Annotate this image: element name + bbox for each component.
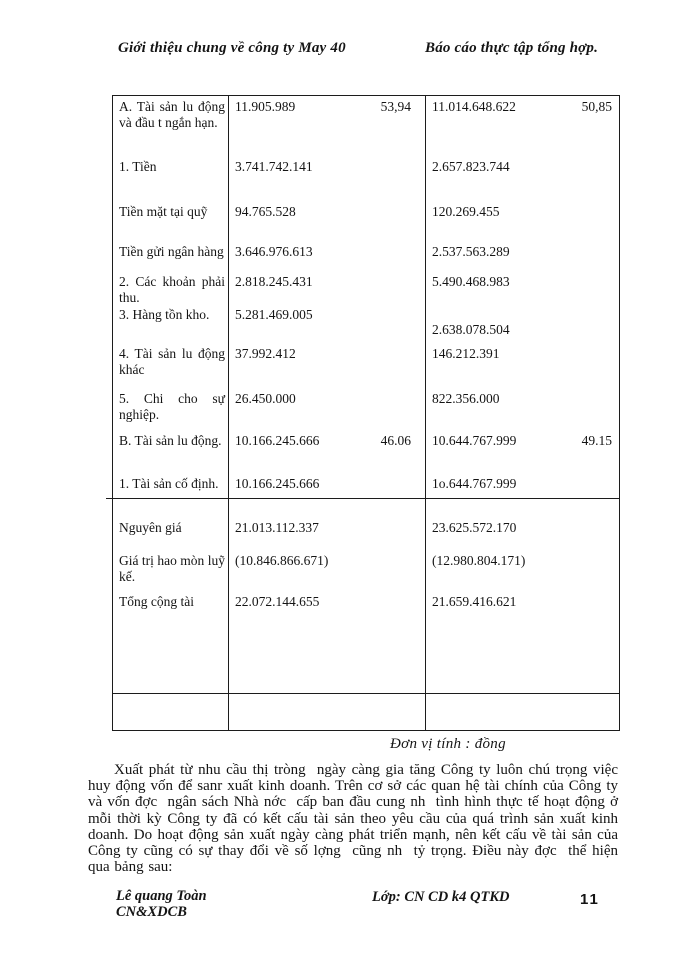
percent-col2: 50,85 — [581, 99, 612, 114]
table-row-divider — [112, 693, 619, 694]
table-row-divider — [106, 498, 619, 499]
header-right-title: Báo cáo thực tập tổng hợp. — [425, 40, 599, 56]
row-label: B. Tài sản lu động. — [119, 433, 222, 448]
header-left-title: Giới thiệu chung về công ty May 40 — [118, 40, 346, 56]
footer-author-dept: CN&XDCB — [116, 903, 187, 920]
value-col1: 21.013.112.337 — [235, 520, 319, 535]
value-col1: 5.281.469.005 — [235, 307, 313, 322]
row-label: Tiền gửi ngân hàng — [119, 244, 224, 259]
value-col2: 10.644.767.999 — [432, 433, 517, 448]
footer-author-name: Lê quang Toàn — [116, 888, 207, 904]
row-label: 4. Tài sản lu động khác — [119, 346, 225, 377]
row-label: 5. Chi cho sự nghiệp. — [119, 391, 225, 422]
row-label: Nguyên giá — [119, 520, 182, 535]
row-label: Tiền mặt tại quỹ — [119, 204, 208, 219]
value-col2: 23.625.572.170 — [432, 520, 517, 535]
unit-caption: Đơn vị tính : đồng — [390, 736, 506, 752]
row-label: 2. Các khoản phải thu. — [119, 274, 225, 305]
value-col2: 822.356.000 — [432, 391, 500, 406]
row-label: A. Tài sản lu động và đầu t ngắn hạn. — [119, 99, 225, 130]
body-paragraph: Xuất phát từ nhu cầu thị tròng ngày càng gia tăng Công ty luôn chú trọng việc huy động vốn để sanr xuất kinh doanh. Trên cơ sở các quan hệ tài chính của Công ty và vốn đợc ngân sách Nhà nớc cấp ban đầu cung nh tình hình thực tế hoạt động ở mỗi thời kỳ Công ty đã có kết cấu tài sản theo yêu cầu của quá trình sản xuất kinh doanh. Do hoạt động sản xuất ngày càng phát triển mạnh, nên kết cấu về tài sản của Công ty cũng có sự thay đổi về số lợng cũng nh tỷ trọng. Điều này đợc thể hiện qua bảng sau: — [88, 762, 618, 876]
value-col1: 11.905.989 — [235, 99, 296, 114]
value-col2: 146.212.391 — [432, 346, 500, 361]
row-label: 1. Tiền — [119, 159, 157, 174]
percent-col2: 49.15 — [581, 433, 612, 448]
value-col1: 2.818.245.431 — [235, 274, 313, 289]
value-col2: 1o.644.767.999 — [432, 476, 517, 491]
row-label: 1. Tài sản cố định. — [119, 476, 219, 491]
value-col2: 21.659.416.621 — [432, 594, 517, 609]
value-col1: 10.166.245.666 — [235, 476, 320, 491]
value-col1: (10.846.866.671) — [235, 553, 329, 568]
footer-author — [116, 889, 207, 920]
value-col2: 5.490.468.983 — [432, 274, 510, 289]
table-column-divider — [228, 95, 229, 730]
percent-col1: 53,94 — [380, 99, 411, 114]
row-label: Tổng cộng tài — [119, 594, 194, 609]
value-col1: 10.166.245.666 — [235, 433, 320, 448]
value-col1: 26.450.000 — [235, 391, 296, 406]
value-col1: 94.765.528 — [235, 204, 296, 219]
row-label: Giá trị hao mòn luỹ kế. — [119, 553, 225, 584]
value-col2: 2.657.823.744 — [432, 159, 510, 174]
value-col2: 120.269.455 — [432, 204, 500, 219]
table-column-divider — [425, 95, 426, 730]
row-label: 3. Hàng tồn kho. — [119, 307, 210, 322]
percent-col1: 46.06 — [380, 433, 411, 448]
value-col2: 2.537.563.289 — [432, 244, 510, 259]
page-number: 11 — [580, 891, 600, 908]
footer-class: Lớp: CN CD k4 QTKD — [372, 889, 510, 905]
value-col1: 3.741.742.141 — [235, 159, 313, 174]
value-col2: 11.014.648.622 — [432, 99, 516, 114]
value-col1: 22.072.144.655 — [235, 594, 320, 609]
value-col2: 2.638.078.504 — [432, 322, 510, 337]
value-col2: (12.980.804.171) — [432, 553, 526, 568]
value-col1: 3.646.976.613 — [235, 244, 313, 259]
value-col1: 37.992.412 — [235, 346, 296, 361]
